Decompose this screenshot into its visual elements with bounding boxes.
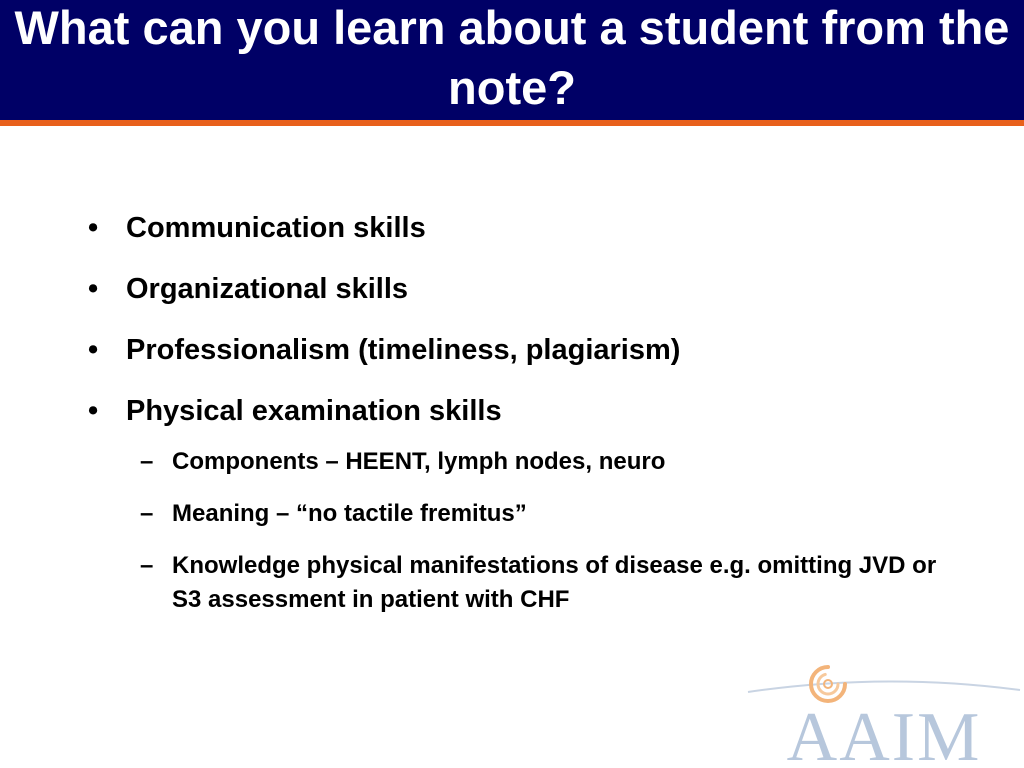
bullet-text: Organizational skills xyxy=(126,273,409,305)
bullet-text: Professionalism (timeliness, plagiarism) xyxy=(126,334,681,366)
dash-marker: – xyxy=(140,448,154,475)
logo-text: AAIM xyxy=(786,699,982,768)
title-bar xyxy=(0,0,1024,120)
bullet-marker: • xyxy=(88,334,99,366)
bullet-item xyxy=(88,269,968,309)
title-underline-rule xyxy=(0,120,1024,126)
sub-bullet-item xyxy=(126,497,968,531)
sub-bullet-item xyxy=(126,549,968,617)
dash-marker: – xyxy=(140,552,154,579)
bullet-text: Communication skills xyxy=(126,212,426,244)
bullet-marker: • xyxy=(88,212,99,244)
bullet-marker: • xyxy=(88,273,99,305)
bullet-text: Physical examination skills xyxy=(126,395,502,427)
sub-bullet-text: Knowledge physical manifestations of disease e.g. omitting JVD or S3 assessment in patient with CHF xyxy=(172,552,937,613)
aaim-logo xyxy=(744,650,1024,768)
dash-marker: – xyxy=(140,500,154,527)
slide-title: What can you learn about a student from the note? xyxy=(14,1,1010,114)
bullet-item xyxy=(88,330,968,370)
sub-bullet-text: Components – HEENT, lymph nodes, neuro xyxy=(172,448,666,475)
sub-bullet-item xyxy=(126,445,968,479)
bullet-item xyxy=(88,208,968,248)
sub-bullet-text: Meaning – “no tactile fremitus” xyxy=(172,500,527,527)
bullet-item xyxy=(88,391,968,617)
sub-bullet-list xyxy=(126,445,968,617)
bullet-marker: • xyxy=(88,395,99,427)
logo-swoosh-line xyxy=(748,681,1020,692)
bullet-list xyxy=(88,208,968,638)
